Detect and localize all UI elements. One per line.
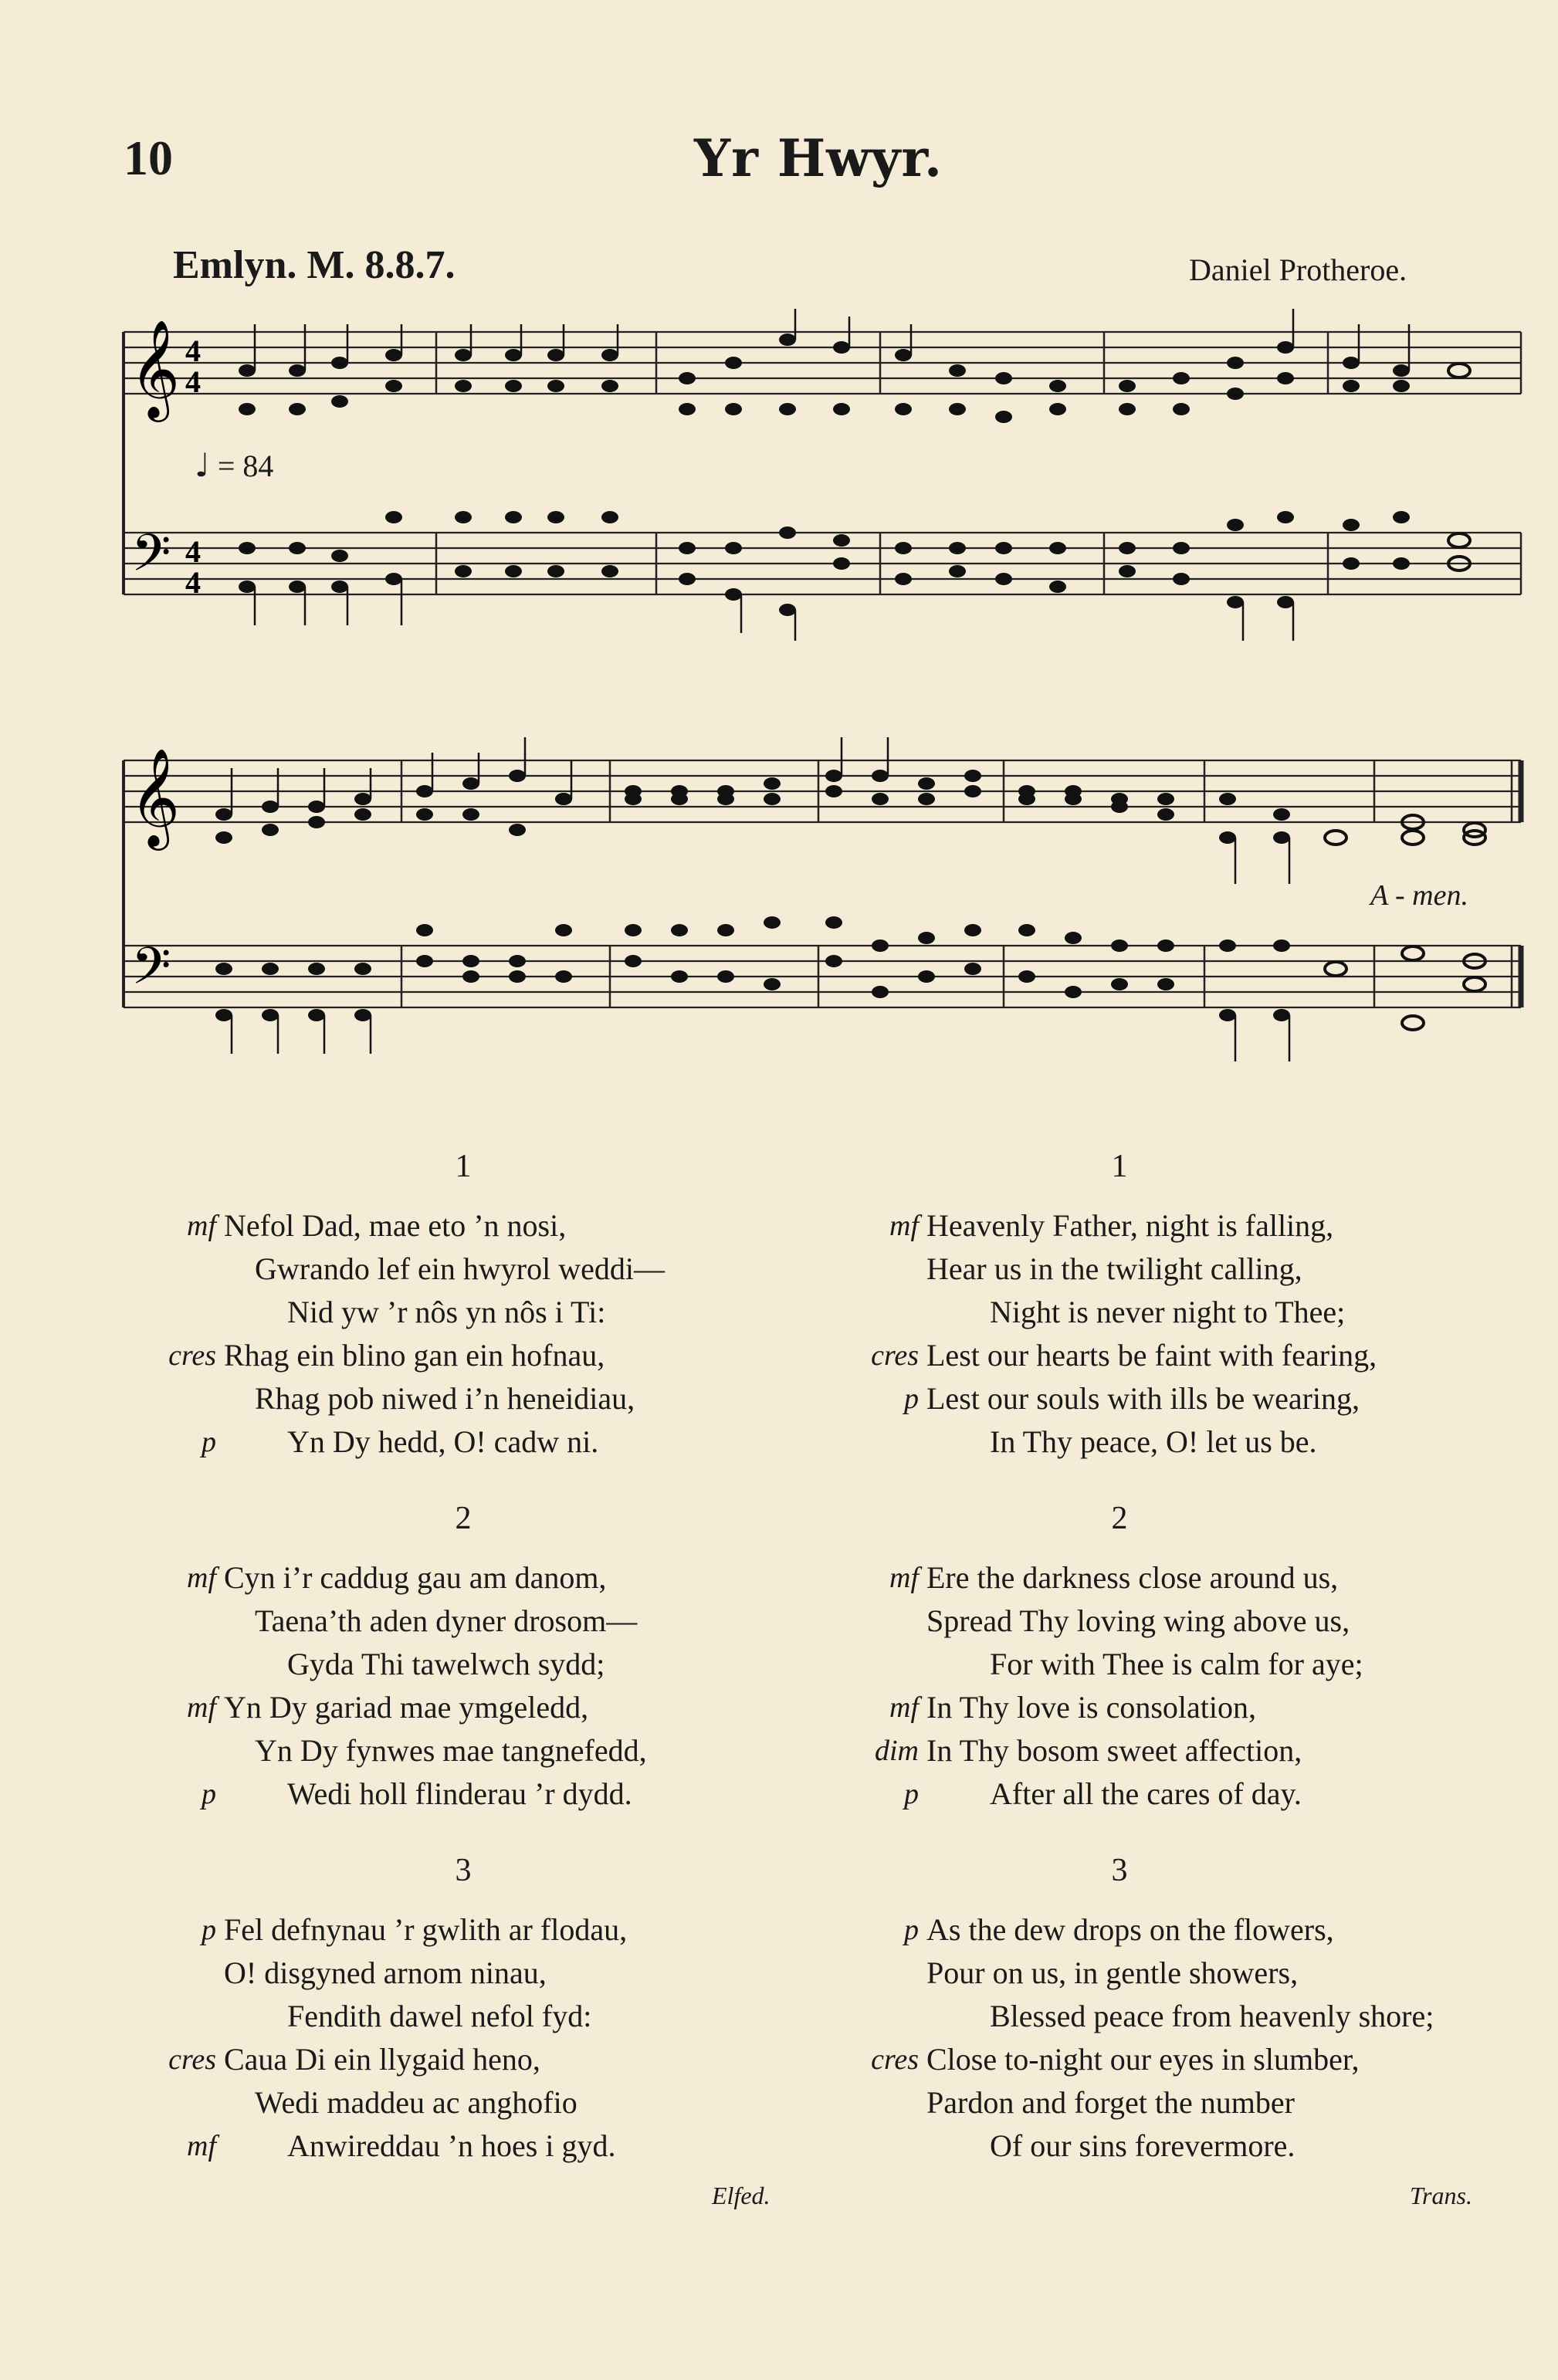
lyric-line xyxy=(154,1204,849,1248)
lyric-text: Cyn i’r caddug gau am danom, xyxy=(224,1560,607,1595)
time-signature-treble: 4 xyxy=(185,333,201,368)
lyric-line xyxy=(857,1377,1552,1420)
lyric-text: Spread Thy loving wing above us, xyxy=(926,1603,1350,1638)
amen-lyric: A - men. xyxy=(1370,879,1468,912)
lyric-text: Rhag ein blino gan ein hofnau, xyxy=(224,1338,605,1373)
dynamic-marking: p xyxy=(202,1914,216,1946)
lyric-line xyxy=(154,1334,849,1377)
time-signature-treble: 4 xyxy=(185,364,201,399)
dynamic-marking: mf xyxy=(889,1691,919,1724)
music-staff-system-1 xyxy=(116,309,1529,672)
lyric-text: Yn Dy fynwes mae tangnefedd, xyxy=(255,1733,647,1768)
lyric-text: Caua Di ein llygaid heno, xyxy=(224,2042,540,2077)
dynamic-marking: p xyxy=(202,1778,216,1810)
lyric-line xyxy=(857,1686,1552,1729)
lyric-text: Pour on us, in gentle showers, xyxy=(926,1955,1299,1990)
lyric-line xyxy=(154,1643,849,1686)
dynamic-marking: mf xyxy=(187,1210,216,1242)
composer: Daniel Protheroe. xyxy=(1189,252,1407,287)
bass-noteheads xyxy=(215,916,1485,1030)
note-stems xyxy=(232,737,1289,1061)
tempo-value: = 84 xyxy=(217,449,274,483)
lyric-text: After all the cares of day. xyxy=(990,1776,1302,1811)
lyric-line xyxy=(857,1729,1552,1772)
lyric-text: Wedi holl flinderau ’r dydd. xyxy=(287,1776,632,1811)
lyric-text: Hear us in the twilight calling, xyxy=(926,1251,1302,1286)
dynamic-marking: cres xyxy=(871,2043,919,2076)
time-signature-bass: 4 xyxy=(185,534,201,569)
score-system-2 xyxy=(116,737,1529,1100)
lyric-line xyxy=(154,1556,849,1600)
english-lyrics xyxy=(857,1143,1552,2199)
lyric-line xyxy=(857,1204,1552,1248)
lyric-text: Yn Dy gariad mae ymgeledd, xyxy=(224,1690,589,1725)
verse-number: 1 xyxy=(455,1149,472,1184)
lyric-text: Anwireddau ’n hoes i gyd. xyxy=(287,2128,616,2163)
lyric-text: Close to-night our eyes in slumber, xyxy=(926,2042,1360,2077)
verse-number: 2 xyxy=(455,1501,472,1536)
lyric-text: Fendith dawel nefol fyd: xyxy=(287,1999,592,2033)
lyric-line xyxy=(154,1772,849,1816)
lyric-text: Gyda Thi tawelwch sydd; xyxy=(287,1647,605,1681)
lyric-line xyxy=(154,1291,849,1334)
lyric-line xyxy=(154,1600,849,1643)
welsh-verse-2 xyxy=(154,1495,849,1816)
dynamic-marking: p xyxy=(904,1778,919,1810)
lyric-text: Nefol Dad, mae eto ’n nosi, xyxy=(224,1208,567,1243)
lyric-line xyxy=(857,1908,1552,1952)
lyric-text: In Thy peace, O! let us be. xyxy=(990,1424,1317,1459)
lyric-line xyxy=(857,2124,1552,2168)
verse-number: 2 xyxy=(1111,1501,1128,1536)
english-verse-1 xyxy=(857,1143,1552,1464)
english-verse-2 xyxy=(857,1495,1552,1816)
lyric-line xyxy=(154,2038,849,2081)
dynamic-marking: p xyxy=(904,1383,919,1415)
lyric-line xyxy=(857,1420,1552,1464)
lyric-line xyxy=(154,2081,849,2124)
lyric-text: Night is never night to Thee; xyxy=(990,1295,1346,1329)
lyric-line xyxy=(857,1600,1552,1643)
verse-number: 3 xyxy=(1111,1853,1128,1888)
lyric-text: Rhag pob niwed i’n heneidiau, xyxy=(255,1381,635,1416)
lyric-line xyxy=(857,1334,1552,1377)
lyric-line xyxy=(154,1377,849,1420)
lyric-text: Of our sins forevermore. xyxy=(990,2128,1296,2163)
lyric-text: Blessed peace from heavenly shore; xyxy=(990,1999,1434,2033)
lyric-text: In Thy love is consolation, xyxy=(926,1690,1256,1725)
lyric-line xyxy=(154,1686,849,1729)
dynamic-marking: mf xyxy=(187,1562,216,1594)
dynamic-marking: p xyxy=(202,1426,216,1458)
lyric-line xyxy=(857,1995,1552,2038)
lyric-line xyxy=(154,1248,849,1291)
bass-clef-icon: 𝄢 xyxy=(131,523,171,595)
lyric-line xyxy=(857,2038,1552,2081)
verse-number: 3 xyxy=(455,1853,472,1888)
welsh-lyrics xyxy=(154,1143,849,2199)
lyric-line xyxy=(154,1420,849,1464)
verse-number: 1 xyxy=(1111,1149,1128,1184)
lyric-line xyxy=(857,1291,1552,1334)
lyric-line xyxy=(857,1643,1552,1686)
lyric-text: Ere the darkness close around us, xyxy=(926,1560,1339,1595)
welsh-author-credit: Elfed. xyxy=(712,2182,771,2209)
lyric-text: Pardon and forget the number xyxy=(926,2085,1295,2120)
tempo-mark xyxy=(195,446,273,484)
lyric-text: As the dew drops on the flowers, xyxy=(926,1912,1334,1947)
lyric-text: For with Thee is calm for aye; xyxy=(990,1647,1363,1681)
welsh-verse-1 xyxy=(154,1143,849,1464)
dynamic-marking: dim xyxy=(875,1735,919,1767)
lyric-text: In Thy bosom sweet affection, xyxy=(926,1733,1302,1768)
lyric-text: Gwrando lef ein hwyrol weddi— xyxy=(255,1251,665,1286)
dynamic-marking: cres xyxy=(871,1339,919,1372)
lyric-line xyxy=(154,2124,849,2168)
dynamic-marking: cres xyxy=(168,1339,216,1372)
page-number: 10 xyxy=(124,130,173,185)
bass-clef-icon: 𝄢 xyxy=(131,936,171,1008)
english-translator-credit: Trans. xyxy=(1410,2182,1472,2209)
lyric-line xyxy=(857,1556,1552,1600)
lyric-line xyxy=(857,1772,1552,1816)
time-signature-bass: 4 xyxy=(185,565,201,600)
lyric-line xyxy=(857,1248,1552,1291)
lyric-text: Wedi maddeu ac anghofio xyxy=(255,2085,577,2120)
dynamic-marking: mf xyxy=(889,1562,919,1594)
dynamic-marking: p xyxy=(904,1914,919,1946)
lyric-text: Fel defnynau ’r gwlith ar flodau, xyxy=(224,1912,628,1947)
welsh-verse-3 xyxy=(154,1847,849,2168)
score-system-1 xyxy=(116,309,1529,672)
dynamic-marking: mf xyxy=(187,2130,216,2162)
dynamic-marking: cres xyxy=(168,2043,216,2076)
lyric-text: Lest our souls with ills be wearing, xyxy=(926,1381,1360,1416)
lyric-text: Heavenly Father, night is falling, xyxy=(926,1208,1334,1243)
quarter-note-icon: ♩ xyxy=(195,446,210,484)
dynamic-marking: mf xyxy=(187,1691,216,1724)
treble-clef-icon: 𝄞 xyxy=(130,319,181,418)
lyric-line xyxy=(154,1908,849,1952)
tune-name: Emlyn. M. 8.8.7. xyxy=(173,243,456,287)
lyric-line xyxy=(857,1952,1552,1995)
music-staff-system-2 xyxy=(116,737,1529,1100)
lyric-text: O! disgyned arnom ninau, xyxy=(224,1955,547,1990)
treble-clef-icon: 𝄞 xyxy=(130,747,181,846)
lyric-text: Nid yw ’r nôs yn nôs i Ti: xyxy=(287,1295,606,1329)
lyric-text: Yn Dy hedd, O! cadw ni. xyxy=(287,1424,599,1459)
lyric-line xyxy=(154,1995,849,2038)
lyric-line xyxy=(154,1729,849,1772)
running-title: Yr Hwyr. xyxy=(693,128,943,188)
lyric-text: Taena’th aden dyner drosom— xyxy=(255,1603,638,1638)
lyric-line xyxy=(857,2081,1552,2124)
dynamic-marking: mf xyxy=(889,1210,919,1242)
english-verse-3 xyxy=(857,1847,1552,2168)
bass-staff-lines xyxy=(124,946,1521,1007)
bar-lines xyxy=(436,332,1521,594)
treble-staff-lines xyxy=(124,760,1521,822)
lyric-text: Lest our hearts be faint with fearing, xyxy=(926,1338,1377,1373)
lyric-line xyxy=(154,1952,849,1995)
